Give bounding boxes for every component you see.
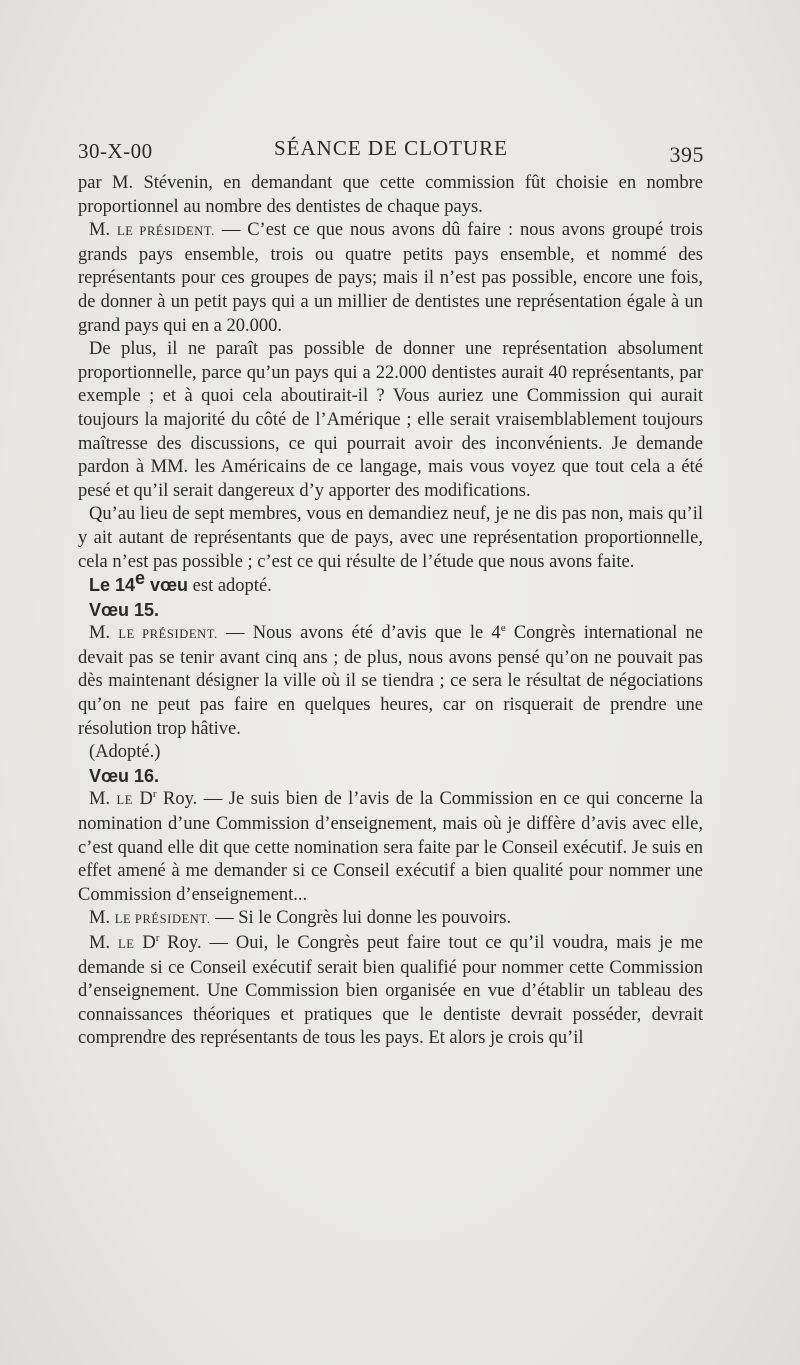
resolution-heading-16: Vœu 16. [89,765,160,786]
paragraph-1: par M. Stévenin, en demandant que cette commission fût choisie en nombre proportionnel au nombre des dentistes de chaque pays. [78,173,703,217]
speaker-title: D [134,933,156,953]
page-number: 395 [669,142,704,167]
paragraph-text: — Je suis bien de l’avis de la Commission en ce qui concerne la nomination d’une Commission d’enseignement, mais où je diffère d’avis avec elle, c’est quand elle dit que cette nomination sera faite par le Conseil exécutif. Je suis en effet amené à me demander si ce Conseil exécutif a bien qualité pour nommer une Commission d’enseignement... [78,789,704,905]
speaker-prefix: M. [89,789,117,810]
speaker-label: LE PRÉSIDENT. [116,224,215,239]
speaker-prefix: M. [89,623,119,644]
paragraph-4: Qu’au lieu de sept membres, vous en demandiez neuf, je ne dis pas non, mais qu’il y ait autant de représentants que de pays, avec une représentation proportionnelle, cela n’est pas possible ; c’est ce qui résulte de l’étude que nous avons faite. [78,504,703,572]
ordinal-suffix: e [500,622,506,635]
speaker-prefix: M. [89,933,118,953]
ordinal-suffix: e [135,567,146,588]
speaker-label: LE PRÉSIDENT. [114,912,211,927]
resolution-heading-15: Vœu 15. [89,599,160,620]
resolution-status: est adopté. [188,576,272,597]
paragraph-11 [78,907,703,932]
paragraph-10 [78,788,703,907]
paragraph-3: De plus, il ne paraît pas possible de donner une représentation absolument proportionnelle, parce qu’un pays qui a 22.000 dentistes aurait 40 représentants, par exemple ; et à quoi cela aboutirait-il ? Vous auriez une Commission qui aurait toujours la majorité du côté de l’Amérique ; elle serait vraisemblablement toujours maîtresse des discussions, ce qui pourrait avoir des inconvénients. Je demande pardon à MM. les Américains de ce langage, mais vous voyez que tout cela a été pesé et qu’il serait dangereux d’y apporter des modifications. [78,339,703,501]
adopted-note: (Adopté.) [89,742,161,763]
header-title: SÉANCE DE CLOTURE [274,136,508,160]
speaker-le: LE [116,793,134,808]
speaker-prefix: M. [89,908,115,929]
paragraph-12 [78,932,703,1051]
paragraph-7 [78,622,703,741]
title-suffix: r [152,788,157,801]
speaker-label: LE PRÉSIDENT. [118,627,218,642]
speaker-name: Roy. [156,789,198,810]
title-suffix: r [155,931,160,944]
speaker-name: Roy. [159,933,202,953]
resolution-word: vœu [145,575,189,596]
running-header [78,136,704,166]
resolution-adopted [78,567,703,599]
page-body [78,172,703,1051]
speaker-le: LE [117,937,135,951]
paragraph-text: — Nous avons été d’avis que le 4 [217,623,501,644]
resolution-label: Le 14 [89,575,136,596]
paragraph-text-cont: Congrès international ne devait pas se tenir avant cinq ans ; de plus, nous avons pensé qu’on ne pouvait pas dès maintenant désigner la ville où il se tiendra ; ce sera le résultat de négociations qu’on ne peut pas faire en quelques heures, car on risquerait de prendre une résolution trop hâtive. [78,623,703,739]
paragraph-2 [78,219,703,338]
header-date: 30-X-00 [78,139,153,163]
paragraph-text: — C’est ce que nous avons dû faire : nous avons groupé trois grands pays ensemble, trois ou quatre petits pays ensemble, et nommé des représentants pour ces groupes de pays; mais il n’est pas possible, encore une fois, de donner à un petit pays qui a un millier de dentistes une représentation égale à un grand pays qui en a 20.000. [78,220,703,336]
speaker-title: D [133,789,153,810]
paragraph-text: — Si le Congrès lui donne les pouvoirs. [210,908,512,929]
speaker-prefix: M. [89,220,117,241]
paragraph-text: — Oui, le Congrès peut faire tout ce qu’il voudra, mais je me demande si ce Conseil exécutif serait bien qualifié pour nommer cette Commission d’enseignement. Une Commission bien organisée en vue d’établir un tableau des connaissances théoriques et pratiques que le dentiste devrait posséder, devrait comprendre des représentants de tous les pays. Et alors je crois qu’il [78,933,703,1049]
